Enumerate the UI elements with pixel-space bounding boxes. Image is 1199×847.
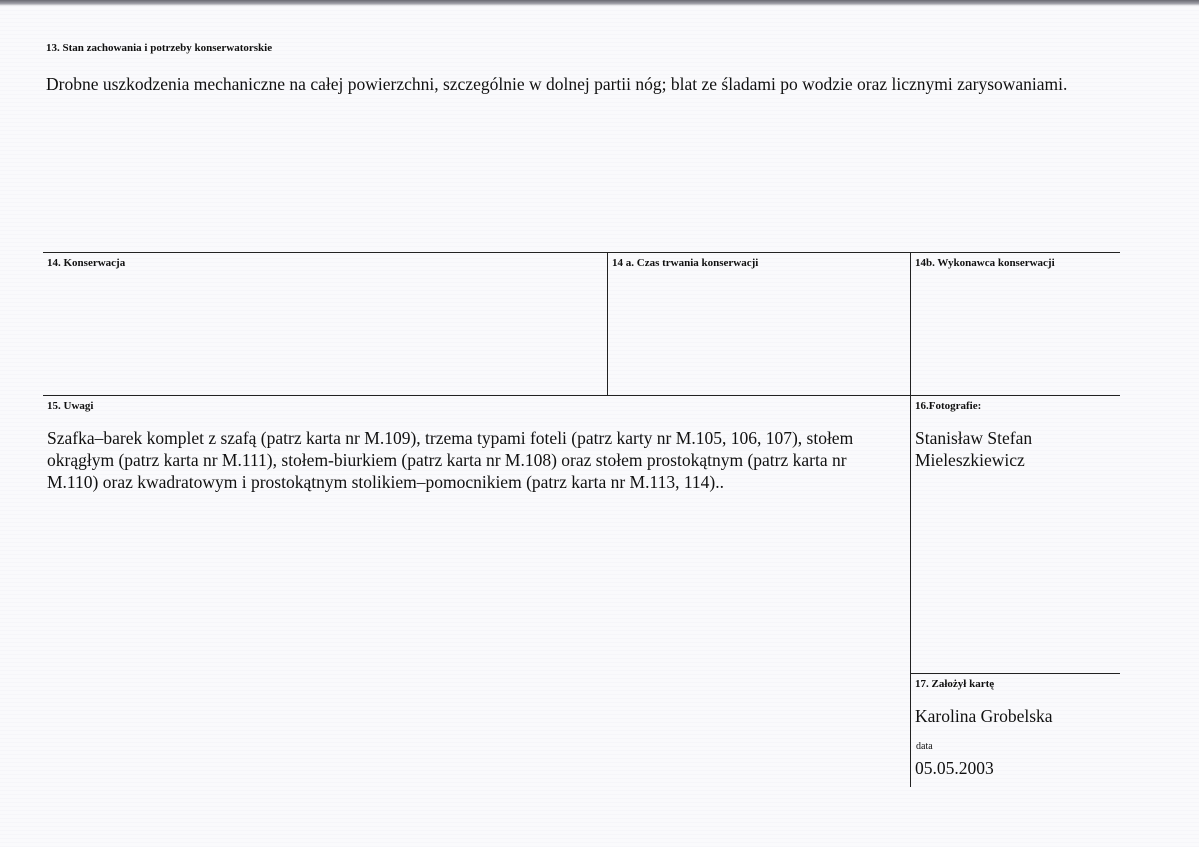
section-14-label: 14. Konserwacja xyxy=(47,257,126,269)
divider-line xyxy=(43,252,1120,253)
column-divider xyxy=(607,252,608,395)
scan-top-edge xyxy=(0,0,1199,6)
section-16-label: 16.Fotografie: xyxy=(915,400,982,412)
photographer-name: Stanisław Stefan Mieleszkiewicz xyxy=(915,428,1033,470)
section-13-label: 13. Stan zachowania i potrzeby konserwatorskie xyxy=(46,42,273,54)
divider-line xyxy=(910,673,1120,674)
card-date: 05.05.2003 xyxy=(915,758,994,778)
section-13-text: Drobne uszkodzenia mechaniczne na całej powierzchni, szczególnie w dolnej partii nóg; blat ze śladami po wodzie oraz licznymi zarysowaniami. xyxy=(46,74,1068,94)
column-divider xyxy=(910,252,911,787)
section-15-text: Szafka–barek komplet z szafą (patrz karta nr M.109), trzema typami foteli (patrz karty nr M.105, 106, 107), stołem okrągłym (patrz karta nr M.111), stołem-biurkiem (patrz karta nr M.108) oraz stołem prostokątnym (patrz karta nr M.110) oraz kwadratowym i prostokątnym stolikiem–pomocnikiem (patrz karta nr M.113, 114).. xyxy=(47,428,854,492)
section-14a-label: 14 a. Czas trwania konserwacji xyxy=(612,257,759,269)
section-14b-label: 14b. Wykonawca konserwacji xyxy=(915,257,1055,269)
date-label: data xyxy=(916,741,933,752)
card-author-name: Karolina Grobelska xyxy=(915,706,1053,726)
divider-line xyxy=(43,395,1120,396)
section-15-label: 15. Uwagi xyxy=(47,400,94,412)
section-17-label: 17. Założył kartę xyxy=(915,678,995,690)
